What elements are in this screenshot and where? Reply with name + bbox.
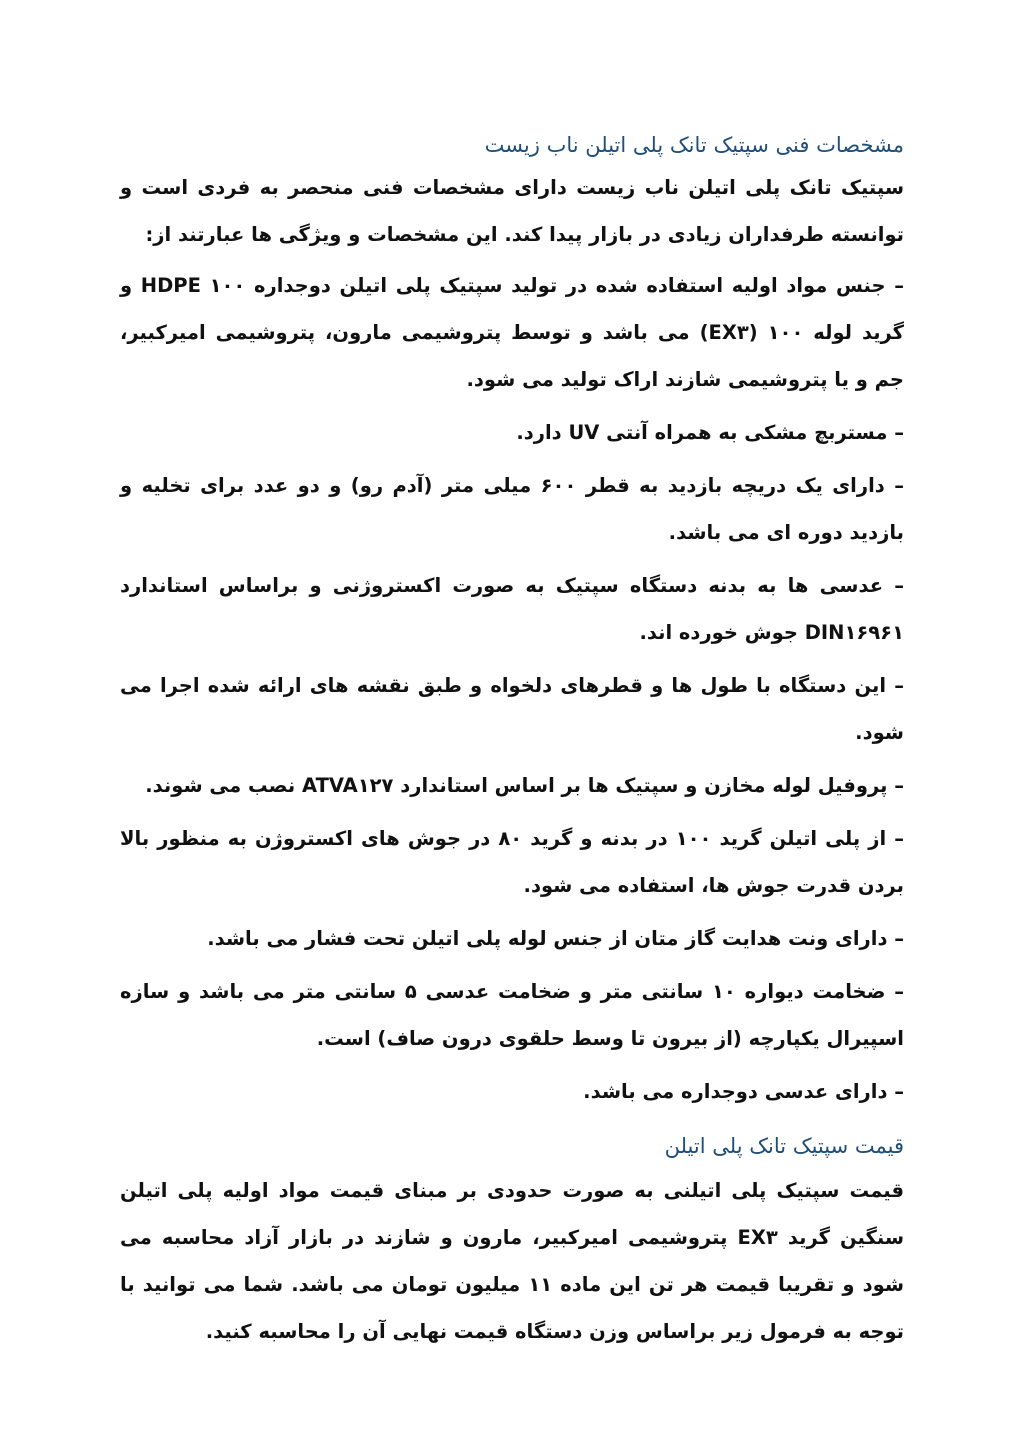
section-heading-price: قیمت سپتیک تانک پلی اتیلن — [664, 1134, 904, 1158]
spec-item-pipe-profile: – پروفیل لوله مخازن و سپتیک ها بر اساس استاندارد ATVA۱۲۷ نصب می شوند. — [145, 774, 904, 797]
spec-item-vent: – دارای ونت هدایت گاز متان از جنس لوله پلی اتیلن تحت فشار می باشد. — [207, 927, 904, 950]
spec-item-thickness: – ضخامت دیواره ۱۰ سانتی متر و ضخامت عدسی ۵ سانتی متر می باشد و سازه اسپیرال یکپارچه (از بیرون تا وسط حلقوی درون صاف) است. — [120, 980, 904, 1050]
spec-item-uv: – مستربچ مشکی به همراه آنتی UV دارد. — [516, 421, 904, 444]
spec-item-grade: – از پلی اتیلن گرید ۱۰۰ در بدنه و گرید ۸۰ در جوش های اکستروژن به منظور بالا بردن قدرت جوش ها، استفاده می شود. — [120, 827, 904, 897]
section-heading-specs: مشخصات فنی سپتیک تانک پلی اتیلن ناب زیست — [484, 133, 904, 157]
spec-item-hatch: – دارای یک دریچه بازدید به قطر ۶۰۰ میلی متر (آدم رو) و دو عدد برای تخلیه و بازدید دوره ای می باشد. — [120, 474, 904, 544]
spec-item-welding: – عدسی ها به بدنه دستگاه سپتیک به صورت اکستروژنی و براساس استاندارد DIN۱۶۹۶۱ جوش خورده اند. — [120, 574, 904, 644]
document-page — [120, 128, 904, 1361]
intro-paragraph: سپتیک تانک پلی اتیلن ناب زیست دارای مشخصات فنی منحصر به فردی است و توانسته طرفداران زیادی در بازار پیدا کند. این مشخصات و ویژگی ها عبارتند از: — [120, 176, 904, 246]
spec-item-material: – جنس مواد اولیه استفاده شده در تولید سپتیک پلی اتیلن دوجداره ۱۰۰ HDPE و گرید لوله ۱۰۰ (EX۳) می باشد و توسط پتروشیمی مارون، پتروشیمی امیرکبیر، جم و یا پتروشیمی شازند اراک تولید می شود. — [120, 274, 905, 391]
spec-item-double-wall: – دارای عدسی دوجداره می باشد. — [583, 1080, 904, 1103]
spec-item-custom-size: – این دستگاه با طول ها و قطرهای دلخواه و طبق نقشه های ارائه شده اجرا می شود. — [120, 674, 904, 744]
price-paragraph: قیمت سپتیک پلی اتیلنی به صورت حدودی بر مبنای قیمت مواد اولیه پلی اتیلن سنگین گرید EX۳ پتروشیمی امیرکبیر، مارون و شازند در بازار آزاد محاسبه می شود و تقریبا قیمت هر تن این ماده ۱۱ میلیون تومان می باشد. شما می توانید با توجه به فرمول زیر براساس وزن دستگاه قیمت نهایی آن را محاسبه کنید. — [120, 1179, 904, 1343]
